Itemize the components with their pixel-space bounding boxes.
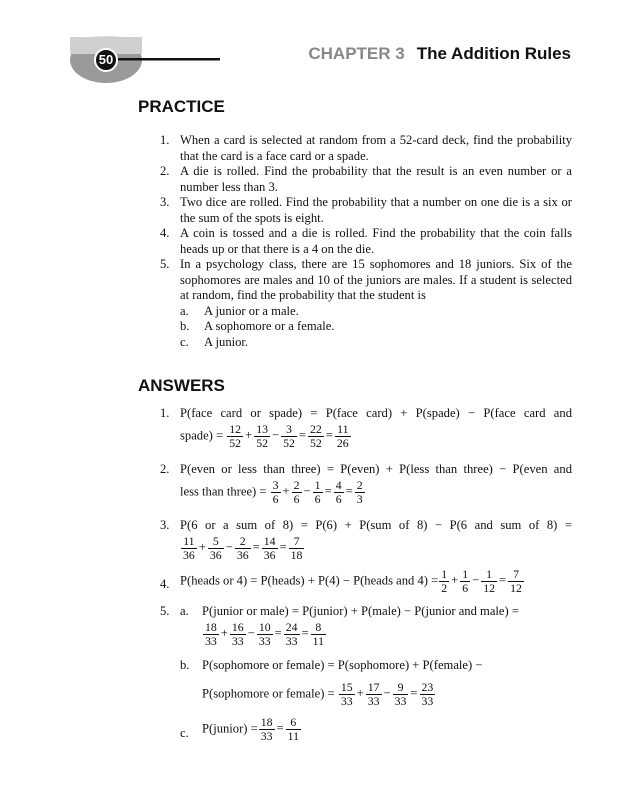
numerator: 1: [462, 567, 469, 581]
denominator: 33: [285, 633, 298, 648]
denominator: 6: [462, 581, 469, 595]
denominator: 6: [293, 491, 300, 506]
sub-body: [202, 658, 572, 709]
denominator: 36: [209, 547, 222, 562]
fraction: [335, 423, 351, 450]
numerator: 9: [393, 681, 409, 695]
fraction: [334, 479, 344, 506]
answer-line: P(face card or spade) = P(face card) + P(spade) − P(face card and: [180, 406, 572, 420]
denominator: 36: [236, 547, 249, 562]
answer-item: [160, 462, 572, 506]
fraction: [254, 423, 270, 450]
numerator: 11: [335, 423, 351, 437]
item-number: 1.: [160, 406, 170, 420]
denominator: 12: [483, 581, 496, 595]
denominator: 33: [340, 694, 353, 708]
page-tab-graphic: [0, 0, 240, 100]
fraction: [257, 621, 273, 648]
fraction: [289, 535, 305, 562]
numerator: 15: [340, 680, 353, 694]
fraction: [460, 568, 470, 595]
numerator: 1: [314, 477, 321, 492]
numerator: 1: [441, 567, 448, 581]
denominator: 6: [272, 491, 279, 506]
answer-body: [180, 406, 572, 450]
numerator: 14: [263, 533, 276, 548]
equation-lead: less than three) =: [180, 483, 267, 498]
answer-equation: [180, 535, 572, 562]
sub-text: A junior.: [204, 334, 249, 349]
answer-item: [160, 568, 572, 595]
denominator: 36: [263, 547, 276, 562]
item-number: 2.: [160, 462, 170, 476]
minus-sign: −: [472, 573, 480, 588]
fraction: [292, 479, 302, 506]
item-number: 5.: [160, 257, 170, 271]
item-number: 5.: [160, 604, 170, 618]
denominator: 6: [335, 491, 342, 506]
fraction: [259, 716, 275, 743]
fraction: [313, 479, 323, 506]
fraction: [420, 681, 436, 708]
plus-sign: +: [356, 686, 364, 701]
numerator: 2: [293, 477, 300, 492]
answer-equation: [202, 716, 572, 743]
denominator: 11: [287, 729, 299, 743]
page-number: 50: [94, 48, 118, 72]
denominator: 33: [367, 694, 380, 708]
fraction: [481, 568, 497, 595]
numerator: 2: [235, 535, 251, 549]
minus-sign: −: [303, 483, 311, 498]
numerator: 11: [181, 535, 197, 549]
numerator: 3: [272, 477, 279, 492]
numerator: 8: [311, 621, 326, 635]
numerator: 1: [481, 568, 497, 582]
numerator: 7: [508, 568, 524, 582]
fraction: [262, 535, 278, 562]
fraction: [208, 535, 224, 562]
fraction: [355, 479, 365, 506]
fraction: [311, 621, 326, 648]
sub-item: [180, 304, 572, 320]
answer-equation: [180, 568, 572, 595]
answer-body: [180, 604, 572, 743]
chapter-title: [308, 46, 571, 62]
header-rule: [106, 58, 220, 61]
answer-item: [160, 518, 572, 562]
numerator: 4: [335, 477, 342, 492]
answer-body: [180, 462, 572, 506]
fraction: [284, 621, 300, 648]
answer-sub-item: [180, 658, 572, 709]
chapter-number: CHAPTER 3: [308, 44, 405, 63]
chapter-name: The Addition Rules: [416, 44, 571, 63]
equals-sign: =: [410, 686, 418, 701]
denominator: 33: [260, 729, 273, 743]
denominator: 18: [290, 547, 303, 562]
practice-item: [160, 133, 572, 164]
denominator: 3: [356, 491, 363, 506]
fraction: [508, 568, 524, 595]
answer-item: [160, 406, 572, 450]
fraction: [366, 681, 382, 708]
numerator: 17: [367, 680, 380, 694]
numerator: 3: [281, 423, 297, 437]
sub-label: c.: [180, 334, 189, 349]
numerator: 18: [260, 715, 273, 729]
numerator: 6: [286, 716, 301, 730]
fraction: [339, 681, 355, 708]
item-parts: [180, 304, 572, 351]
minus-sign: −: [271, 427, 280, 442]
sub-body: [202, 716, 572, 743]
answers-heading: ANSWERS: [138, 376, 225, 395]
denominator: 52: [256, 435, 268, 450]
answer-equation: [180, 479, 572, 506]
item-number: 3.: [160, 518, 170, 532]
minus-sign: −: [383, 686, 391, 701]
denominator: 33: [258, 633, 271, 648]
numerator: 2: [356, 477, 363, 492]
page-header: [0, 0, 635, 100]
answer-line: P(junior or male) = P(junior) + P(male) − P(junior and male) =: [202, 604, 519, 618]
equation-lead: P(heads or 4) = P(heads) + P(4) − P(heads and 4) =: [180, 573, 439, 588]
equals-sign: =: [274, 625, 282, 640]
denominator: 33: [205, 633, 217, 648]
fraction: [235, 535, 251, 562]
numerator: 12: [229, 421, 242, 436]
minus-sign: −: [225, 539, 233, 554]
denominator: 52: [283, 435, 295, 450]
numerator: 13: [256, 421, 268, 436]
numerator: 24: [285, 619, 298, 634]
equals-sign: =: [325, 427, 333, 442]
sub-text: A sophomore or a female.: [204, 319, 335, 333]
equals-sign: =: [324, 483, 332, 498]
item-text: A die is rolled. Find the probability that the result is an even number or a number less than 3.: [180, 164, 572, 194]
denominator: 2: [441, 581, 448, 595]
fraction: [227, 423, 243, 450]
item-text: A coin is tossed and a die is rolled. Find the probability that the coin falls heads up or that there is a 4 on the die.: [180, 226, 572, 256]
fraction: [393, 681, 409, 708]
sub-text: A junior or a male.: [204, 303, 299, 318]
item-number: 4.: [160, 226, 170, 240]
denominator: 33: [231, 633, 244, 648]
fraction: [286, 716, 301, 743]
equals-sign: =: [345, 483, 353, 498]
practice-item: [160, 226, 572, 257]
equals-sign: =: [301, 625, 309, 640]
item-number: 3.: [160, 195, 170, 209]
practice-item: [160, 257, 572, 350]
sub-label: c.: [180, 726, 189, 740]
plus-sign: +: [282, 483, 290, 498]
numerator: 10: [258, 619, 271, 634]
denominator: 33: [421, 694, 434, 708]
item-text: In a psychology class, there are 15 sophomores and 18 juniors. Six of the sophomores are males and 10 of the juniors are males. If a student is selected at random, find the probability that the student is: [180, 257, 572, 302]
numerator: 18: [205, 619, 217, 634]
denominator: 6: [314, 491, 321, 506]
sub-label: b.: [180, 319, 190, 333]
equals-sign: =: [298, 427, 306, 442]
equation-lead: spade) =: [180, 427, 224, 442]
denominator: 33: [394, 694, 407, 708]
sub-item: [180, 319, 572, 335]
answer-line: P(even or less than three) = P(even) + P(less than three) − P(even and: [180, 462, 572, 476]
equals-sign: =: [276, 721, 284, 736]
fraction: [203, 621, 219, 648]
answer-item: [160, 604, 572, 743]
equation-lead: P(sophomore or female) =: [202, 686, 335, 701]
denominator: 12: [510, 581, 522, 595]
denominator: 26: [336, 435, 349, 450]
equals-sign: =: [279, 539, 287, 554]
sub-label: b.: [180, 657, 190, 672]
fraction: [281, 423, 297, 450]
minus-sign: −: [247, 625, 255, 640]
numerator: 7: [289, 535, 305, 549]
numerator: 22: [310, 421, 322, 436]
denominator: 36: [183, 547, 195, 562]
numerator: 23: [421, 680, 434, 694]
denominator: 52: [229, 435, 242, 450]
fraction: [230, 621, 246, 648]
sub-item: [180, 335, 572, 351]
answer-sub-item: [180, 716, 572, 743]
fraction: [271, 479, 281, 506]
plus-sign: +: [245, 427, 253, 442]
item-text: Two dice are rolled. Find the probability that a number on one die is a six or the sum of the spots is eight.: [180, 195, 572, 225]
item-number: 4.: [160, 577, 170, 591]
answer-equation: [180, 423, 572, 450]
practice-item: [160, 195, 572, 226]
item-number: 1.: [160, 133, 170, 147]
sub-label: a.: [180, 604, 189, 618]
answer-line: P(6 or a sum of 8) = P(6) + P(sum of 8) − P(6 and sum of 8) =: [180, 518, 572, 532]
denominator: 52: [310, 435, 322, 450]
answer-body: [180, 518, 572, 562]
practice-heading: PRACTICE: [138, 97, 225, 116]
numerator: 16: [231, 619, 244, 634]
item-text: When a card is selected at random from a 52-card deck, find the probability that the card is a face card or a spade.: [180, 133, 572, 163]
item-number: 2.: [160, 164, 170, 178]
answer-equation: [202, 681, 572, 708]
fraction: [181, 535, 197, 562]
answer-body: [180, 568, 572, 595]
plus-sign: +: [451, 573, 459, 588]
plus-sign: +: [220, 625, 228, 640]
sub-body: [202, 604, 572, 648]
practice-item: [160, 164, 572, 195]
equation-lead: P(junior) =: [202, 721, 258, 736]
plus-sign: +: [198, 539, 206, 554]
equals-sign: =: [252, 539, 260, 554]
fraction: [439, 568, 449, 595]
answer-line: P(sophomore or female) = P(sophomore) + P(female) −: [202, 657, 483, 672]
answer-sub-item: [180, 604, 572, 648]
fraction: [308, 423, 324, 450]
sub-label: a.: [180, 303, 189, 318]
numerator: 5: [208, 535, 224, 549]
equals-sign: =: [499, 573, 507, 588]
answer-equation: [202, 621, 572, 648]
denominator: 11: [312, 633, 324, 648]
